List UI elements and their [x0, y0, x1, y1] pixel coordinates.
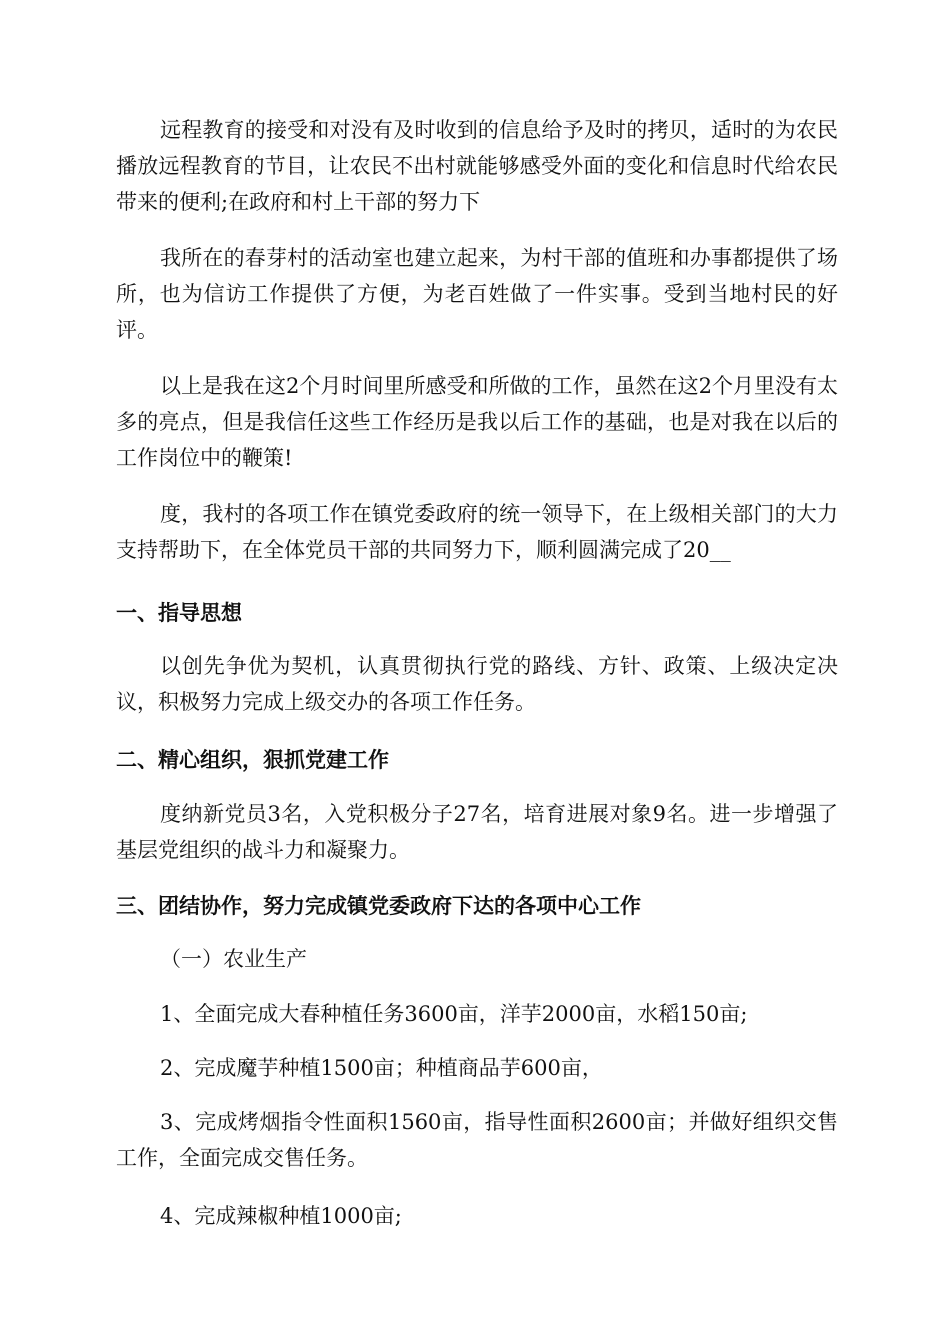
list-item: 2、完成魔芋种植1500亩；种植商品芋600亩，: [160, 1056, 603, 1080]
list-item: 3、完成烤烟指令性面积1560亩，指导性面积2600亩；并做好组织交售工作，全面完成交售任务。: [116, 1110, 838, 1170]
paragraph-village-work: 度，我村的各项工作在镇党委政府的统一领导下，在上级相关部门的大力支持帮助下，在全体党员干部的共同努力下，顺利圆满完成了20__: [116, 502, 838, 562]
paragraph-summary: 以上是我在这2个月时间里所感受和所做的工作，虽然在这2个月里没有太多的亮点，但是我信任这些工作经历是我以后工作的基础，也是对我在以后的工作岗位中的鞭策!: [116, 374, 838, 470]
paragraph-guiding-ideology: 以创先争优为契机，认真贯彻执行党的路线、方针、政策、上级决定决议，积极努力完成上级交办的各项工作任务。: [116, 654, 838, 714]
section-heading-party-building: 二、精心组织，狠抓党建工作: [116, 748, 389, 772]
paragraph-party-building: 度纳新党员3名，入党积极分子27名，培育进展对象9名。进一步增强了基层党组织的战斗力和凝聚力。: [116, 802, 838, 862]
paragraph-remote-education: 远程教育的接受和对没有及时收到的信息给予及时的拷贝，适时的为农民播放远程教育的节目，让农民不出村就能够感受外面的变化和信息时代给农民带来的便利;在政府和村上干部的努力下: [116, 118, 838, 214]
section-heading-guiding-ideology: 一、指导思想: [116, 601, 242, 625]
list-item: 4、完成辣椒种植1000亩;: [160, 1204, 402, 1228]
paragraph-activity-room: 我所在的春芽村的活动室也建立起来，为村干部的值班和办事都提供了场所，也为信访工作提供了方便，为老百姓做了一件实事。受到当地村民的好评。: [116, 246, 838, 342]
subheading-agriculture: （一）农业生产: [160, 947, 307, 971]
section-heading-central-work: 三、团结协作，努力完成镇党委政府下达的各项中心工作: [116, 894, 641, 918]
list-item: 1、全面完成大春种植任务3600亩，洋芋2000亩，水稻150亩;: [160, 1002, 748, 1026]
